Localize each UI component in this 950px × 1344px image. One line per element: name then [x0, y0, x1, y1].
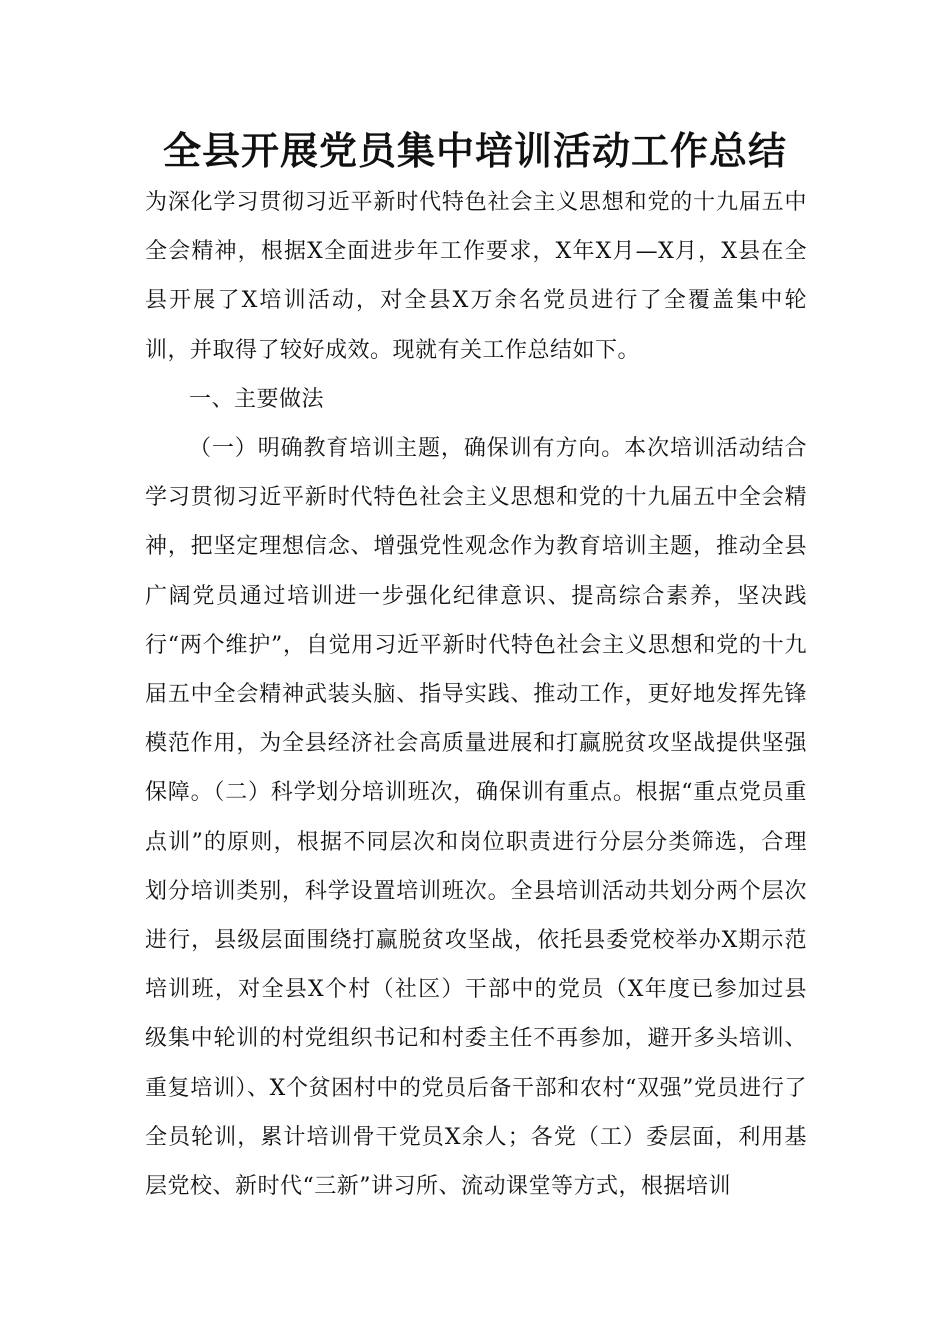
document-body	[145, 178, 807, 1211]
section-heading: 一、主要做法	[189, 386, 325, 412]
document-title: 全县开展党员集中培训活动工作总结	[162, 129, 787, 173]
body-paragraph: （一）明确教育培训主题，确保训有方向。本次培训活动结合学习贯彻习近平新时代特色社会主义思想和党的十九届五中全会精神，把坚定理想信念、增强党性观念作为教育培训主题，推动全县广阔党员通过培训进一步强化纪律意识、提高综合素养，坚决践行“两个维护”，自觉用习近平新时代特色社会主义思想和党的十九届五中全会精神武装头脑、指导实践、推动工作，更好地发挥先锋模范作用，为全县经济社会高质量进展和打赢脱贫攻坚战提供坚强保障。（二）科学划分培训班次，确保训有重点。根据“重点党员重点训”的原则，根据不同层次和岗位职责进行分层分类筛选，合理划分培训类别，科学设置培训班次。全县培训活动共划分两个层次进行，县级层面围绕打赢脱贫攻坚战，依托县委党校举办X期示范培训班，对全县X个村（社区）干部中的党员（X年度已参加过县级集中轮训的村党组织书记和村委主任不再参加，避开多头培训、重复培训）、X个贫困村中的党员后备干部和农村“双强”党员进行了全员轮训，累计培训骨干党员X余人；各党（工）委层面，利用基层党校、新时代“三新”讲习所、流动课堂等方式，根据培训	[145, 436, 807, 1200]
intro-paragraph: 为深化学习贯彻习近平新时代特色社会主义思想和党的十九届五中全会精神，根据X全面进步年工作要求，X年X月—X月，X县在全县开展了X培训活动，对全县X万余名党员进行了全覆盖集中轮训，并取得了较好成效。现就有关工作总结如下。	[145, 190, 807, 363]
